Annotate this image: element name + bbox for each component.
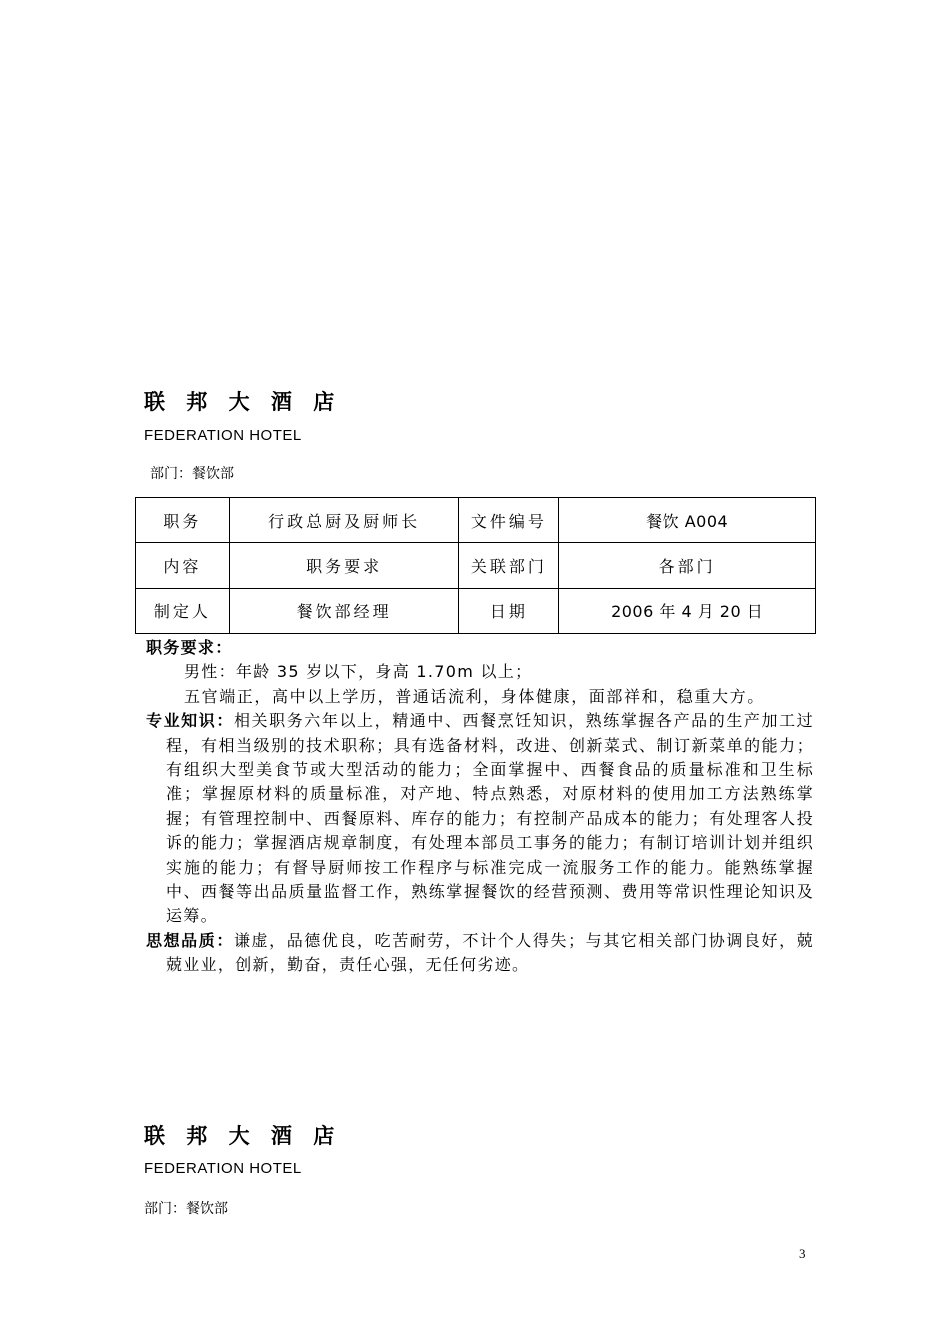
table-cell: 餐饮 A004 [559,498,816,543]
table-cell: 各部门 [559,543,816,588]
hotel-english-name: FEDERATION HOTEL [144,1160,302,1177]
requirements-line: 五官端正，高中以上学历，普通话流利，身体健康，面部祥和，稳重大方。 [184,686,765,706]
table-row [136,498,816,543]
department-label: 部门：餐饮部 [150,466,234,482]
job-info-table [135,497,816,634]
job-requirements-body [146,636,814,978]
table-cell: 2006 年 4 月 20 日 [559,588,816,633]
table-cell: 餐饮部经理 [229,588,459,633]
table-cell: 关联部门 [459,543,559,588]
hotel-title: 联 邦 大 酒 店 [144,390,342,414]
table-cell: 行政总厨及厨师长 [229,498,459,543]
ideological-quality-paragraph [146,929,814,978]
ideological-quality-text: 谦虚，品德优良，吃苦耐劳，不计个人得失；与其它相关部门协调良好，兢兢业业，创新，勤奋，责任心强，无任何劣迹。 [166,930,814,975]
requirements-heading: 职务要求： [146,638,233,657]
table-cell: 职务 [136,498,230,543]
professional-knowledge-text: 相关职务六年以上，精通中、西餐烹饪知识，熟练掌握各产品的生产加工过程，有相当级别的技术职称；具有选备材料，改进、创新菜式、制订新菜单的能力；有组织大型美食节或大型活动的能力；全面掌握中、西餐食品的质量标准和卫生标准；掌握原材料的质量标准，对产地、特点熟悉，对原材料的使用加工方法熟练掌握；有管理控制中、西餐原料、库存的能力；有控制产品成本的能力；有处理客人投诉的能力；掌握酒店规章制度，有处理本部员工事务的能力；有制订培训计划并组织实施的能力；有督导厨师按工作程序与标准完成一流服务工作的能力。能熟练掌握中、西餐等出品质量监督工作，熟练掌握餐饮的经营预测、费用等常识性理论知识及运筹。 [166,711,814,926]
table-cell: 文件编号 [459,498,559,543]
hotel-english-name: FEDERATION HOTEL [144,427,302,444]
table-cell: 日期 [459,588,559,633]
department-label: 部门：餐饮部 [144,1201,228,1217]
page-number: 3 [799,1246,806,1261]
table-row [136,588,816,633]
professional-knowledge-label: 专业知识： [146,711,234,731]
hotel-title: 联 邦 大 酒 店 [144,1124,342,1148]
professional-knowledge-paragraph [146,709,814,929]
table-cell: 内容 [136,543,230,588]
ideological-quality-label: 思想品质： [146,930,234,950]
table-row [136,543,816,588]
table-cell: 制定人 [136,588,230,633]
table-cell: 职务要求 [229,543,459,588]
requirements-line: 男性：年龄 35 岁以下，身高 1.70m 以上； [184,662,533,682]
